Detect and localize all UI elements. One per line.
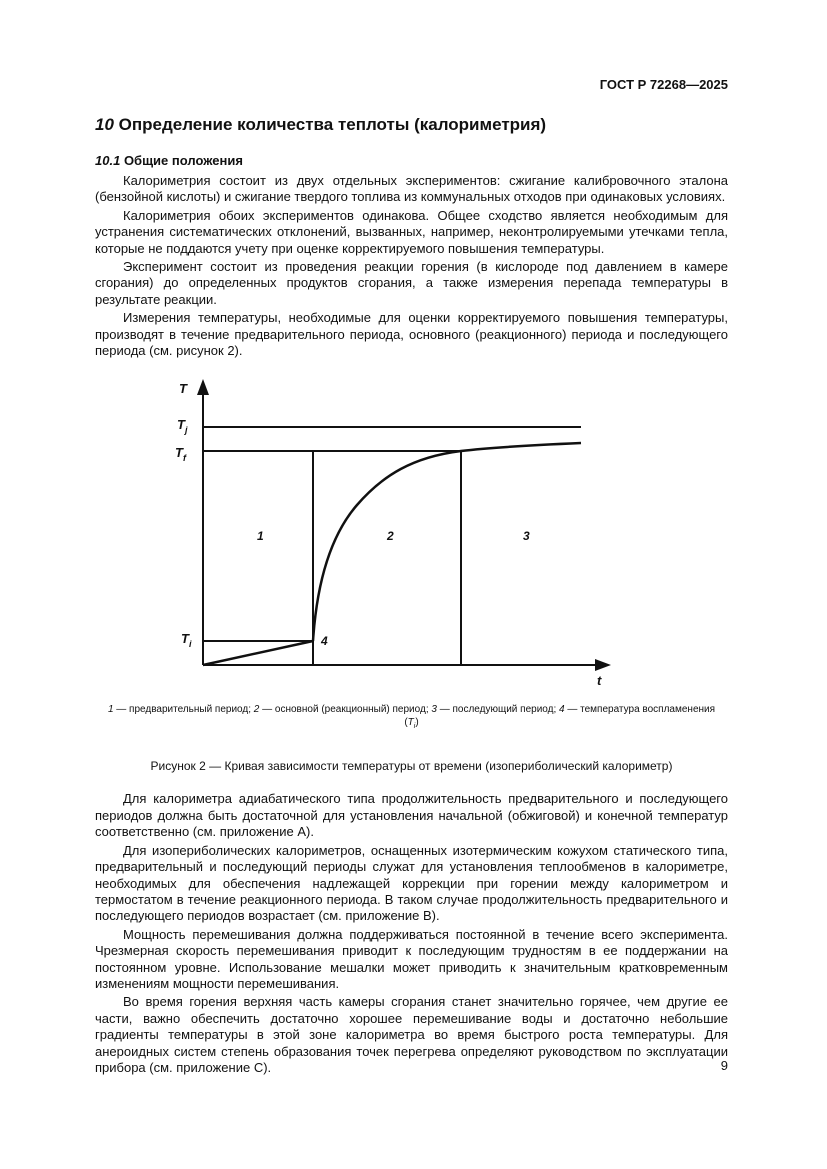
temperature-time-diagram	[95, 365, 728, 695]
page-content	[95, 115, 728, 1078]
figure-2	[95, 365, 728, 745]
paragraph: Эксперимент состоит из проведения реакции горения (в кислороде под давлением в камере сгорания) до определенных продуктов сгорания, а также измерения перепада температуры в результате реакции.	[95, 259, 728, 307]
region-1-label: 1	[257, 529, 264, 544]
subsection-heading	[95, 152, 728, 169]
subsection-title: Общие положения	[123, 153, 243, 168]
paragraph: Калориметрия состоит из двух отдельных экспериментов: сжигание калибровочного эталона (бензойной кислоты) и сжигание твердого топлива из коммунальных отходов при одинаковых условиях.	[95, 173, 728, 205]
x-axis-arrow	[595, 659, 611, 671]
region-3-label: 3	[523, 529, 530, 544]
page-number: 9	[720, 1058, 728, 1073]
paragraph: Мощность перемешивания должна поддерживаться постоянной в течение всего эксперимента. Чрезмерная скорость перемешивания приводит к последующим трудностям в ее поддержании на постоянном уровне. Использование мешалки может приводить к значительным кратковременным изменениям мощности перемешивания.	[95, 926, 728, 991]
document-header: ГОСТ Р 72268—2025	[599, 77, 728, 92]
figure-caption: Рисунок 2 — Кривая зависимости температуры от времени (изопериболический калориметр)	[150, 759, 673, 774]
subsection-number: 10.1	[95, 153, 121, 168]
paragraph: Измерения температуры, необходимые для оценки корректируемого повышения температуры, производят в течение предварительного периода, основного (реакционного) периода и последующего периода (см. рисунок 2).	[95, 310, 728, 359]
paragraph: Для калориметра адиабатического типа продолжительность предварительного и последующего периодов должна быть достаточной для установления начальной (обжиговой) и конечной температур соответственно (см. приложение А).	[95, 791, 728, 840]
region-2-label: 2	[387, 529, 394, 544]
x-axis-label: t	[597, 673, 602, 689]
figure-legend: 1 — предварительный период; 2 — основной (реакционный) период; 3 — последующий период; 4 — температура воспламенения $(T_i)$	[107, 704, 716, 731]
section-heading	[95, 115, 728, 135]
section-title: Определение количества теплоты (калориметрия)	[118, 115, 547, 134]
y-axis-label: T	[179, 381, 187, 397]
ignition-point-label: 4	[321, 634, 328, 649]
paragraph: Калориметрия обоих экспериментов одинакова. Общее сходство является необходимым для устранения систематических отклонений, вызванных, например, неконтролируемыми утечками тепла, которые не поддаются учету при оценке корректируемого повышения температуры.	[95, 207, 728, 256]
tj-label: $T_j$	[177, 417, 188, 436]
figure-legend-wrap	[55, 701, 768, 733]
paragraph: Для изопериболических калориметров, оснащенных изотермическим кожухом статического типа, предварительный и последующий периоды служат для установления теплообменов в калориметре, необходимых для обеспечения надлежащей коррекции при горении между калориметром и термостатом в течение реакционного периода. В таком случае продолжительность предварительного и последующего периодов возрастает (см. приложение В).	[95, 842, 728, 924]
pre-period-curve	[203, 641, 313, 665]
paragraph: Во время горения верхняя часть камеры сгорания станет значительно горячее, чем другие ее части, важно обеспечить достаточно хорошее перемешивание воды и достаточно небольшие градиенты температуры в этой зоне калориметра во время быстрого роста температуры. Для анероидных систем степень образования точек перегрева определяют руководством по эксплуатации прибора (см. приложение С).	[95, 994, 728, 1075]
main-period-curve	[313, 443, 581, 641]
ti-label: $T_i$	[181, 631, 192, 650]
y-axis-arrow	[197, 379, 209, 395]
section-number: 10	[95, 115, 114, 134]
tf-label: $T_f$	[175, 445, 186, 464]
